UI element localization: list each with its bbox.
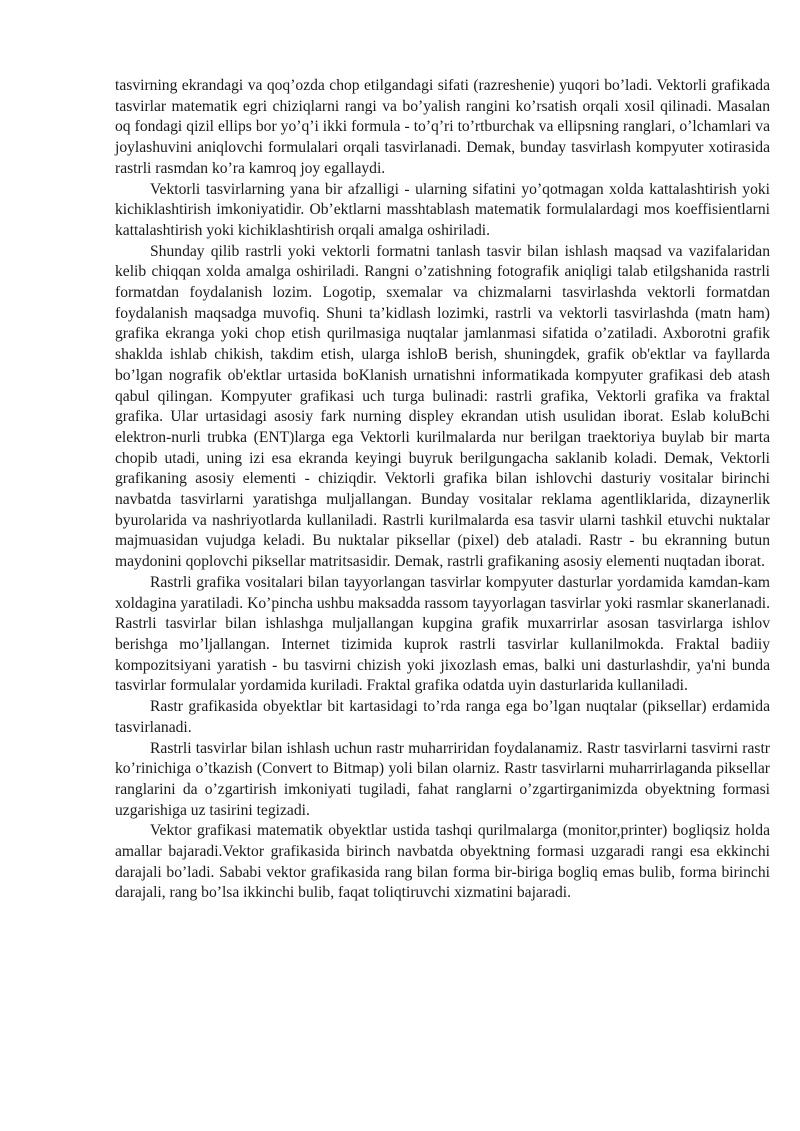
paragraph-continuation: tasvirning ekrandagi va qoq’ozda chop etilgandagi sifati (razreshenie) yuqori bo’ladi. Vektorli grafikada tasvirlar matematik egri chiziqlarni rangi va bo’yalish rangini ko’rsatish orqali xosil qilinadi. Masalan oq fondagi qizil ellips bor yo’q’i ikki formula - to’q’ri to’rtburchak va ellipsning ranglari, o’lchamlari va joylashuvini aniqlovchi formulalari orqali tasvirlanadi. Demak, bunday tasvirlash kompyuter xotirasida rastrli rasmdan ko’ra kamroq joy egallaydi. (115, 77, 770, 177)
paragraph-vector-graphics: Vektor grafikasi matematik obyektlar ustida tashqi qurilmalarga (monitor,printer) bogliqsiz holda amallar bajaradi.Vektor grafikasida birinch navbatda obyektning formasi uzgaradi rangi esa ekkinchi darajali bo’ladi. Sababi vektor grafikasida rang bilan forma bir-biriga bogliq emas bulib, forma birinchi darajali, rang bo’lsa ikkinchi bulib, faqat toliqtiruvchi xizmatini bajaradi. (115, 822, 770, 902)
paragraph-raster-editor: Rastrli tasvirlar bilan ishlash uchun rastr muharriridan foydalanamiz. Rastr tasvirlarni tasvirni rastr ko’rinichiga o’tkazish (Convert to Bitmap) yoli bilan olarniz. Rastr tasvirlarni muharrirlaganda piksellar ranglarini da o’zgartirish imkoniyati tugiladi, fahat ranglarni o’zgartirganimizda obyektning formasi uzgarishiga uz tasirini tegizadi. (115, 739, 770, 819)
paragraph-vector-advantage: Vektorli tasvirlarning yana bir afzalligi - ularning sifatini yo’qotmagan xolda kattalashtirish yoki kichiklashtirish imkoniyatidir. Ob’ektlarni masshtablash matematik formulalardagi mos koeffisientlarni kattalashtirish yoki kichiklashtirish orqali amalga oshiriladi. (115, 180, 770, 239)
paragraph-format-choice: Shunday qilib rastrli yoki vektorli formatni tanlash tasvir bilan ishlash maqsad va vazifalaridan kelib chiqqan xolda amalga oshiriladi. Rangni o’zatishning fotografik aniqligi talab etilgshanida rastrli formatdan foydalanish lozim. Logotip, sxemalar va chizmalarni tasvirlashda vektorli formatdan foydalanish maqsadga muvofiq. Shuni ta’kidlash lozimki, rastrli va vektorli tasvirlashda (matn ham) grafika ekranga yoki chop etish qurilmasiga nuqtalar jamlanmasi sifatida o’zatiladi. Axborotni grafik shaklda ishlab chikish, takdim etish, ularga ishloB berish, shuningdek, grafik ob'ektlar va fayllarda bo’lgan nografik ob'ektlar urtasida boKlanish urnatishni informatikada kompyuter grafikasi deb atash qabul qilingan. Kompyuter grafikasi uch turga bulinadi: rastrli grafika, Vektorli grafika va fraktal grafika. Ular urtasidagi asosiy fark nurning displey ekrandan utish usulidan iborat. Eslab koluBchi elektron-nurli trubka (ENT)larga ega Vektorli kurilmalarda nur berilgan traektoriya buylab bir marta chopib utadi, uning izi esa ekranda keyingi buyruk berilgungacha saklanib koladi. Demak, Vektorli grafikaning asosiy elementi - chiziqdir. Vektorli grafika bilan ishlovchi dasturiy vositalar birinchi navbatda tasvirlarni yaratishga muljallangan. Bunday vositalar reklama agentliklarida, dizaynerlik byurolarida va nashriyotlarda kullaniladi. Rastrli kurilmalarda esa tasvir ularni tashkil etuvchi nuktalar majmuasidan vujudga keladi. Bu nuktalar piksellar (pixel) deb ataladi. Rastr - bu ekranning butun maydonini qoplovchi piksellar matritsasidir. Demak, rastrli grafikaning asosiy elementi nuqtadan iborat. (115, 242, 770, 571)
document-page (115, 76, 770, 904)
paragraph-raster-tools: Rastrli grafika vositalari bilan tayyorlangan tasvirlar kompyuter dasturlar yordamida kamdan-kam xoldagina yaratiladi. Ko’pincha ushbu maksadda rassom tayyorlagan tasvirlar yoki rasmlar skanerlanadi. Rastrli tasvirlar bilan ishlashga muljallangan kupgina grafik muxarrirlar asosan tasvirlarga ishlov berishga mo’ljallangan. Internet tizimida kuprok rastrli tasvirlar kullanilmokda. Fraktal badiiy kompozitsiyani yaratish - bu tasvirni chizish yoki jixozlash emas, balki uni dasturlashdir, ya'ni bunda tasvirlar formulalar yordamida kuriladi. Fraktal grafika odatda uyin dasturlarida kullaniladi. (115, 573, 770, 695)
paragraph-raster-pixels: Rastr grafikasida obyektlar bit kartasidagi to’rda ranga ega bo’lgan nuqtalar (piksellar) erdamida tasvirlanadi. (115, 698, 770, 736)
